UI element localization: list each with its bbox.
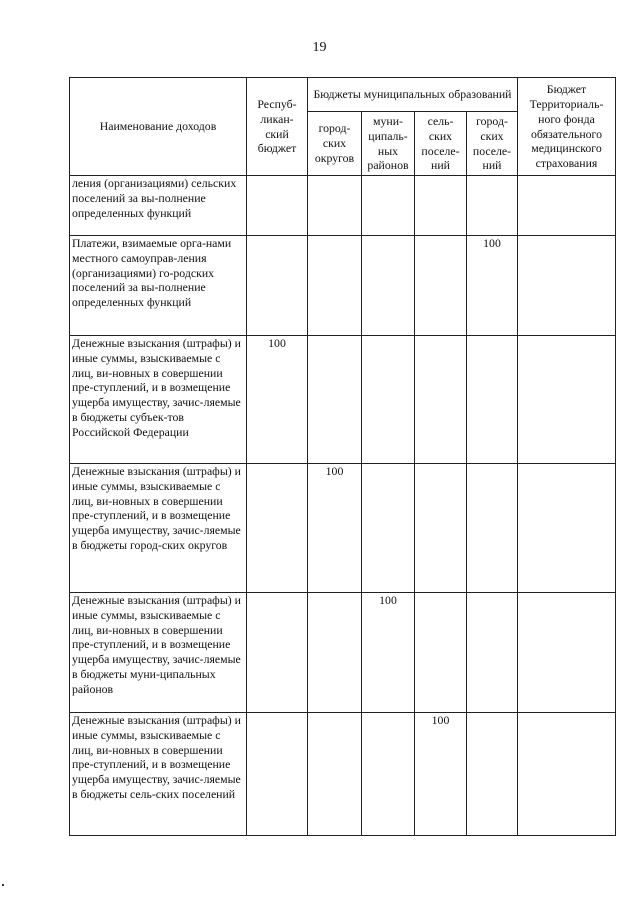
- cell-territorial-fund: [518, 464, 616, 593]
- table-row: [70, 464, 616, 593]
- cell-territorial-fund: [518, 176, 616, 236]
- cell-urban-settlements: 100: [467, 236, 518, 336]
- cell-urban-districts: [308, 593, 362, 713]
- row-revenue-name: Платежи, взимаемые орга-нами местного самоуправ-ления (организациями) го-родских поселений за вы-полнение определенных функций: [70, 236, 247, 336]
- table-row: [70, 713, 616, 836]
- cell-municipal-districts: [362, 176, 415, 236]
- scan-speck: [2, 884, 4, 886]
- cell-municipal-districts: [362, 336, 415, 464]
- row-revenue-name: Денежные взыскания (штрафы) и иные суммы, взыскиваемые с лиц, ви-новных в совершении пре-ступлений, и в возмещение ущерба имуществу, зачис-ляемые в бюджеты сель-ских поселений: [70, 713, 247, 836]
- cell-territorial-fund: [518, 236, 616, 336]
- page-number: 19: [312, 40, 327, 55]
- cell-republic: [247, 176, 308, 236]
- cell-republic: [247, 236, 308, 336]
- cell-urban-settlements: [467, 713, 518, 836]
- header-urban-districts: город-ских округов: [308, 112, 362, 176]
- header-republic-budget: Респуб-ликан-ский бюджет: [247, 78, 308, 176]
- header-territorial-fund: Бюджет Территориаль-ного фонда обязательного медицинского страхования: [518, 78, 616, 176]
- row-revenue-name: Денежные взыскания (штрафы) и иные суммы, взыскиваемые с лиц, ви-новных в совершении пре-ступлений, и в возмещение ущерба имуществу, зачис-ляемые в бюджеты город-ских округов: [70, 464, 247, 593]
- cell-republic: [247, 593, 308, 713]
- cell-municipal-districts: [362, 464, 415, 593]
- cell-municipal-districts: [362, 713, 415, 836]
- header-municipal-budgets: Бюджеты муниципальных образований: [308, 78, 518, 112]
- cell-territorial-fund: [518, 336, 616, 464]
- cell-urban-districts: [308, 176, 362, 236]
- cell-urban-settlements: [467, 464, 518, 593]
- cell-urban-districts: 100: [308, 464, 362, 593]
- header-revenue-name: Наименование доходов: [70, 78, 247, 176]
- cell-urban-districts: [308, 336, 362, 464]
- cell-rural-settlements: [415, 176, 467, 236]
- revenue-distribution-table: [69, 77, 616, 836]
- cell-municipal-districts: 100: [362, 593, 415, 713]
- table-row: [70, 176, 616, 236]
- cell-rural-settlements: [415, 464, 467, 593]
- header-rural-settlements: сель-ских поселе-ний: [415, 112, 467, 176]
- table-row: [70, 336, 616, 464]
- cell-rural-settlements: [415, 336, 467, 464]
- cell-urban-settlements: [467, 336, 518, 464]
- cell-municipal-districts: [362, 236, 415, 336]
- cell-urban-settlements: [467, 176, 518, 236]
- table-row: [70, 236, 616, 336]
- header-municipal-districts: муни-ципаль-ных районов: [362, 112, 415, 176]
- header-urban-settlements: город-ских поселе-ний: [467, 112, 518, 176]
- cell-territorial-fund: [518, 713, 616, 836]
- cell-rural-settlements: [415, 593, 467, 713]
- cell-republic: [247, 713, 308, 836]
- row-revenue-name: ления (организациями) сельских поселений за вы-полнение определенных функций: [70, 176, 247, 236]
- cell-republic: [247, 464, 308, 593]
- cell-rural-settlements: [415, 236, 467, 336]
- cell-territorial-fund: [518, 593, 616, 713]
- row-revenue-name: Денежные взыскания (штрафы) и иные суммы, взыскиваемые с лиц, ви-новных в совершении пре-ступлений, и в возмещение ущерба имуществу, зачис-ляемые в бюджеты муни-ципальных районов: [70, 593, 247, 713]
- cell-republic: 100: [247, 336, 308, 464]
- cell-rural-settlements: 100: [415, 713, 467, 836]
- table-row: [70, 593, 616, 713]
- cell-urban-settlements: [467, 593, 518, 713]
- cell-urban-districts: [308, 236, 362, 336]
- cell-urban-districts: [308, 713, 362, 836]
- row-revenue-name: Денежные взыскания (штрафы) и иные суммы, взыскиваемые с лиц, ви-новных в совершении пре-ступлений, и в возмещение ущерба имуществу, зачис-ляемые в бюджеты субъек-тов Российской Федерации: [70, 336, 247, 464]
